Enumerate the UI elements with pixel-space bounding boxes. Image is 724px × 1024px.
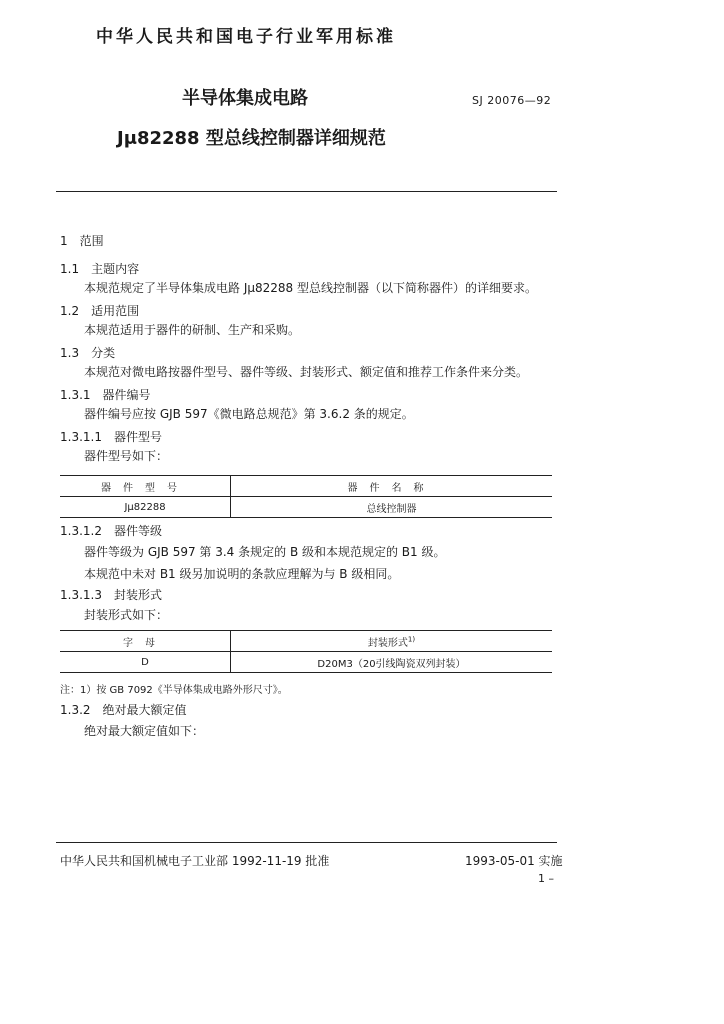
standard-code: SJ 20076—92 bbox=[472, 94, 552, 107]
table-row bbox=[60, 497, 552, 518]
device-type-header: 器件型号 bbox=[101, 482, 189, 494]
section-1-3-2-heading: 1.3.2 绝对最大额定值 bbox=[60, 703, 187, 717]
footnote-marker: 1) bbox=[407, 635, 416, 644]
section-1-2-text: 本规范适用于器件的研制、生产和采购。 bbox=[84, 323, 301, 337]
section-1-3-1-3-text: 封装形式如下： bbox=[84, 608, 169, 622]
section-1-1-text: 本规范规定了半导体集成电路 Jμ82288 型总线控制器（以下简称器件）的详细要求。 bbox=[84, 281, 537, 295]
device-name-cell: 总线控制器 bbox=[231, 497, 553, 518]
effective-date: 1993-05-01 实施 bbox=[465, 854, 563, 868]
section-1-3-text: 本规范对微电路按器件型号、器件等级、封装形式、额定值和推荐工作条件来分类。 bbox=[84, 365, 529, 379]
package-table bbox=[60, 630, 552, 673]
section-1-2-heading: 1.2 适用范围 bbox=[60, 304, 140, 318]
section-1-3-1-heading: 1.3.1 器件编号 bbox=[60, 388, 151, 402]
table-header-cell bbox=[231, 631, 553, 652]
table-footnote: 注：1）按 GB 7092《半导体集成电路外形尺寸》。 bbox=[60, 685, 288, 696]
footer-divider bbox=[56, 842, 557, 843]
device-type-table bbox=[60, 475, 552, 518]
package-form-header: 封装形式 bbox=[367, 637, 408, 649]
issuing-organization: 中华人民共和国电子行业军用标准 bbox=[96, 27, 396, 47]
section-1-3-1-1-heading: 1.3.1.1 器件型号 bbox=[60, 430, 162, 444]
document-title-line1: 半导体集成电路 bbox=[182, 88, 308, 109]
document-title-line2: Jμ82288 型总线控制器详细规范 bbox=[117, 128, 386, 149]
package-letter-cell: D bbox=[60, 652, 231, 673]
section-1-1-heading: 1.1 主题内容 bbox=[60, 262, 140, 276]
table-header-row bbox=[60, 476, 552, 497]
letter-header: 字母 bbox=[123, 637, 167, 649]
header-divider bbox=[56, 191, 557, 192]
device-name-header: 器件名称 bbox=[347, 482, 436, 494]
package-form-cell: D20M3（20引线陶瓷双列封装） bbox=[231, 652, 553, 673]
table-header-cell bbox=[231, 476, 553, 497]
section-1-3-1-2-heading: 1.3.1.2 器件等级 bbox=[60, 524, 162, 538]
section-1-3-1-3-heading: 1.3.1.3 封装形式 bbox=[60, 588, 162, 602]
section-1-3-2-text: 绝对最大额定值如下： bbox=[84, 724, 205, 738]
section-1-3-1-2-text2: 本规范中未对 B1 级另加说明的条款应理解为与 B 级相同。 bbox=[84, 567, 400, 581]
table-header-row bbox=[60, 631, 552, 652]
table-header-cell bbox=[60, 631, 231, 652]
section-1-3-1-1-text: 器件型号如下： bbox=[84, 449, 169, 463]
device-type-cell: Jμ82288 bbox=[60, 497, 231, 518]
page-number: 1 – bbox=[538, 872, 554, 885]
table-row bbox=[60, 652, 552, 673]
section-1-heading: 1 范围 bbox=[60, 234, 104, 248]
table-header-cell bbox=[60, 476, 231, 497]
section-1-3-1-text: 器件编号应按 GJB 597《微电路总规范》第 3.6.2 条的规定。 bbox=[84, 407, 414, 421]
section-1-3-1-2-text1: 器件等级为 GJB 597 第 3.4 条规定的 B 级和本规范规定的 B1 级。 bbox=[84, 545, 446, 559]
section-1-3-heading: 1.3 分类 bbox=[60, 346, 116, 360]
approval-line: 中华人民共和国机械电子工业部 1992-11-19 批准 bbox=[60, 854, 330, 868]
